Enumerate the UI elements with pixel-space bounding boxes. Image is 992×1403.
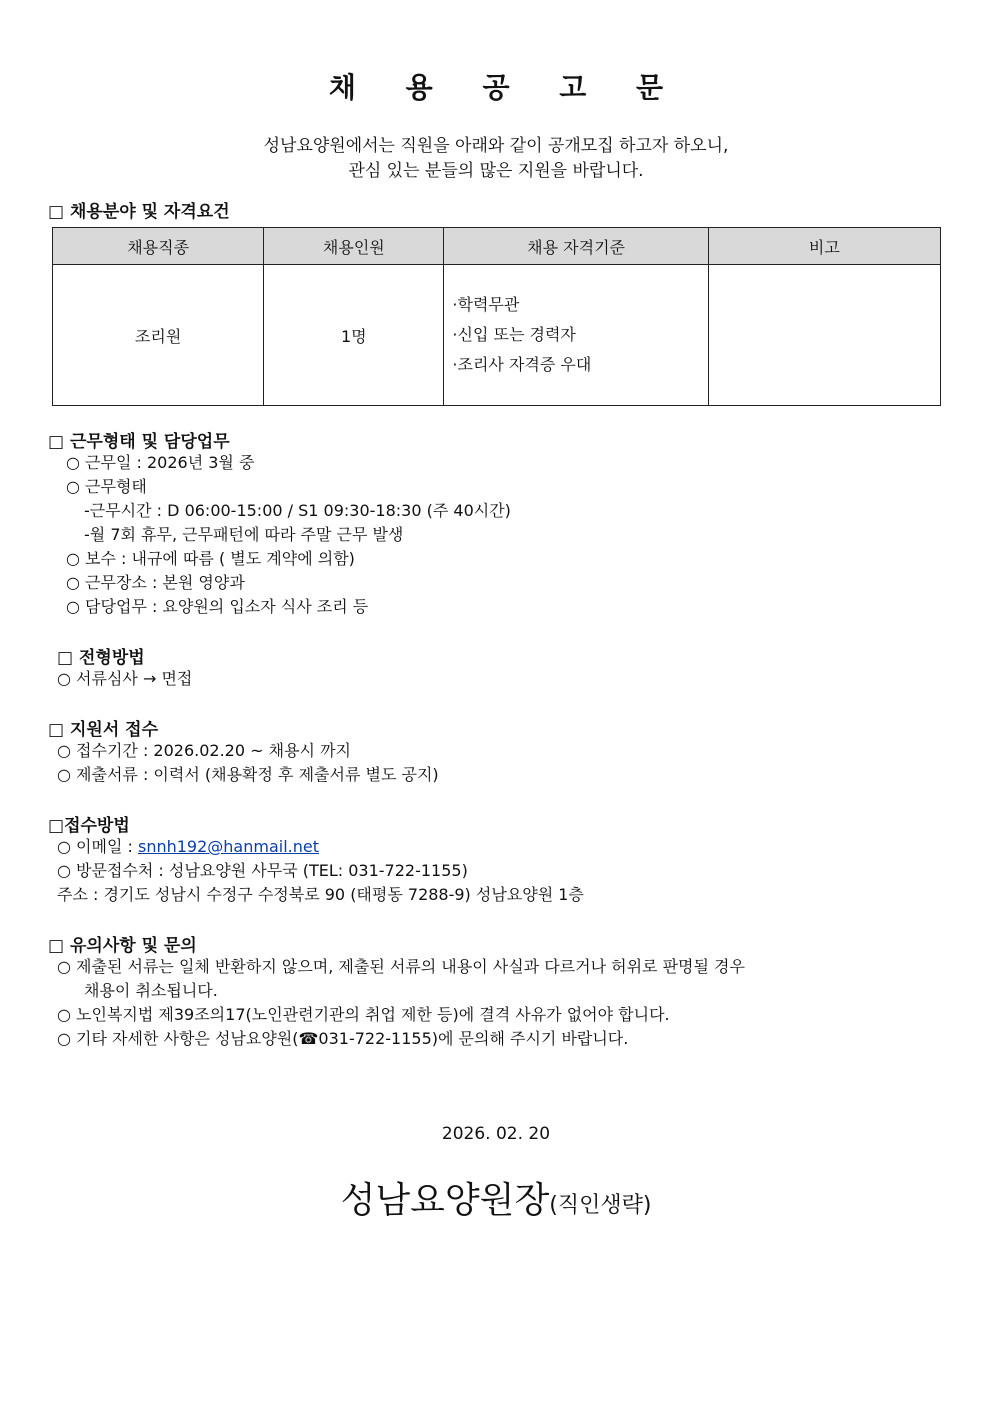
- requirement-item: ·조리사 자격증 우대: [452, 355, 592, 374]
- intro-line-1: 성남요양원에서는 직원을 아래와 같이 공개모집 하고자 하오니,: [263, 136, 729, 156]
- notice-item: ○ 기타 자세한 사항은 성남요양원(☎031-722-1155)에 문의해 주시기 바랍니다.: [57, 1029, 629, 1048]
- header-job-type: 채용직종: [53, 228, 264, 265]
- cell-job-type: 조리원: [53, 265, 264, 406]
- email-label: ○ 이메일 :: [57, 837, 138, 856]
- cell-note: [708, 265, 940, 406]
- checkbox-square-icon: □: [48, 202, 65, 222]
- work-day: ○ 근무일 : 2026년 3월 중: [66, 453, 255, 472]
- notice-title: 채 용 공 고 문: [328, 71, 684, 104]
- seal-omitted-note: (직인생략): [549, 1193, 652, 1218]
- application-period: ○ 접수기간 : 2026.02.20 ~ 채용시 까지: [57, 741, 351, 760]
- announcement-date: 2026. 02. 20: [441, 1124, 551, 1144]
- work-duties: ○ 담당업무 : 요양원의 입소자 식사 조리 등: [66, 597, 369, 616]
- section-method-heading: [48, 811, 130, 836]
- notice-item: ○ 제출된 서류는 일체 반환하지 않으며, 제출된 서류의 내용이 사실과 다르거나 허위로 판명될 경우: [57, 957, 745, 976]
- application-documents: ○ 제출서류 : 이력서 (채용확정 후 제출서류 별도 공지): [57, 765, 439, 784]
- signature: [0, 1172, 992, 1223]
- intro-line-2: 관심 있는 분들의 많은 지원을 바랍니다.: [348, 161, 644, 181]
- checkbox-square-icon: □: [48, 720, 65, 740]
- checkbox-square-icon: □: [48, 432, 65, 452]
- header-note: 비고: [708, 228, 940, 265]
- requirement-item: ·학력무관: [452, 295, 520, 314]
- section-title: 전형방법: [78, 648, 145, 668]
- section-work-heading: [48, 427, 230, 452]
- cell-requirements: [444, 265, 708, 406]
- signatory-name: 성남요양원장: [340, 1180, 550, 1221]
- checkbox-square-icon: □: [48, 936, 65, 956]
- section-application-heading: [48, 715, 158, 740]
- visit-office: ○ 방문접수처 : 성남요양원 사무국 (TEL: 031-722-1155): [57, 861, 468, 880]
- section-notice-heading: [48, 931, 197, 956]
- email-line: [57, 835, 319, 859]
- header-headcount: 채용인원: [264, 228, 444, 265]
- header-requirements: 채용 자격기준: [444, 228, 708, 265]
- work-location: ○ 근무장소 : 본원 영양과: [66, 573, 245, 592]
- notice-item-continued: 채용이 취소됩니다.: [84, 981, 218, 1000]
- notice-item: ○ 노인복지법 제39조의17(노인관련기관의 취업 제한 등)에 결격 사유가 없어야 합니다.: [57, 1005, 670, 1024]
- section-title: 근무형태 및 담당업무: [69, 432, 230, 452]
- section-recruitment-heading: [48, 197, 230, 222]
- table-row: [53, 265, 941, 406]
- work-type: ○ 근무형태: [66, 477, 147, 496]
- email-link[interactable]: snnh192@hanmail.net: [137, 837, 319, 856]
- section-title: 지원서 접수: [69, 720, 159, 740]
- work-days-off: -월 7회 휴무, 근무패턴에 따라 주말 근무 발생: [84, 525, 404, 544]
- cell-headcount: 1명: [264, 265, 444, 406]
- recruitment-table: [52, 227, 941, 406]
- selection-process: ○ 서류심사 → 면접: [57, 669, 193, 688]
- section-selection-heading: [57, 643, 145, 668]
- work-pay: ○ 보수 : 내규에 따름 ( 별도 계약에 의함): [66, 549, 355, 568]
- table-header-row: [53, 228, 941, 265]
- section-title: 접수방법: [64, 816, 130, 836]
- work-hours: -근무시간 : D 06:00-15:00 / S1 09:30-18:30 (주 40시간): [84, 501, 511, 520]
- address: 주소 : 경기도 성남시 수정구 수정북로 90 (태평동 7288-9) 성남요양원 1층: [57, 885, 584, 904]
- section-title: 유의사항 및 문의: [69, 936, 197, 956]
- checkbox-square-icon: □: [57, 648, 74, 668]
- requirement-item: ·신입 또는 경력자: [452, 325, 576, 344]
- checkbox-square-icon: □: [48, 816, 65, 836]
- section-title: 채용분야 및 자격요건: [69, 202, 230, 222]
